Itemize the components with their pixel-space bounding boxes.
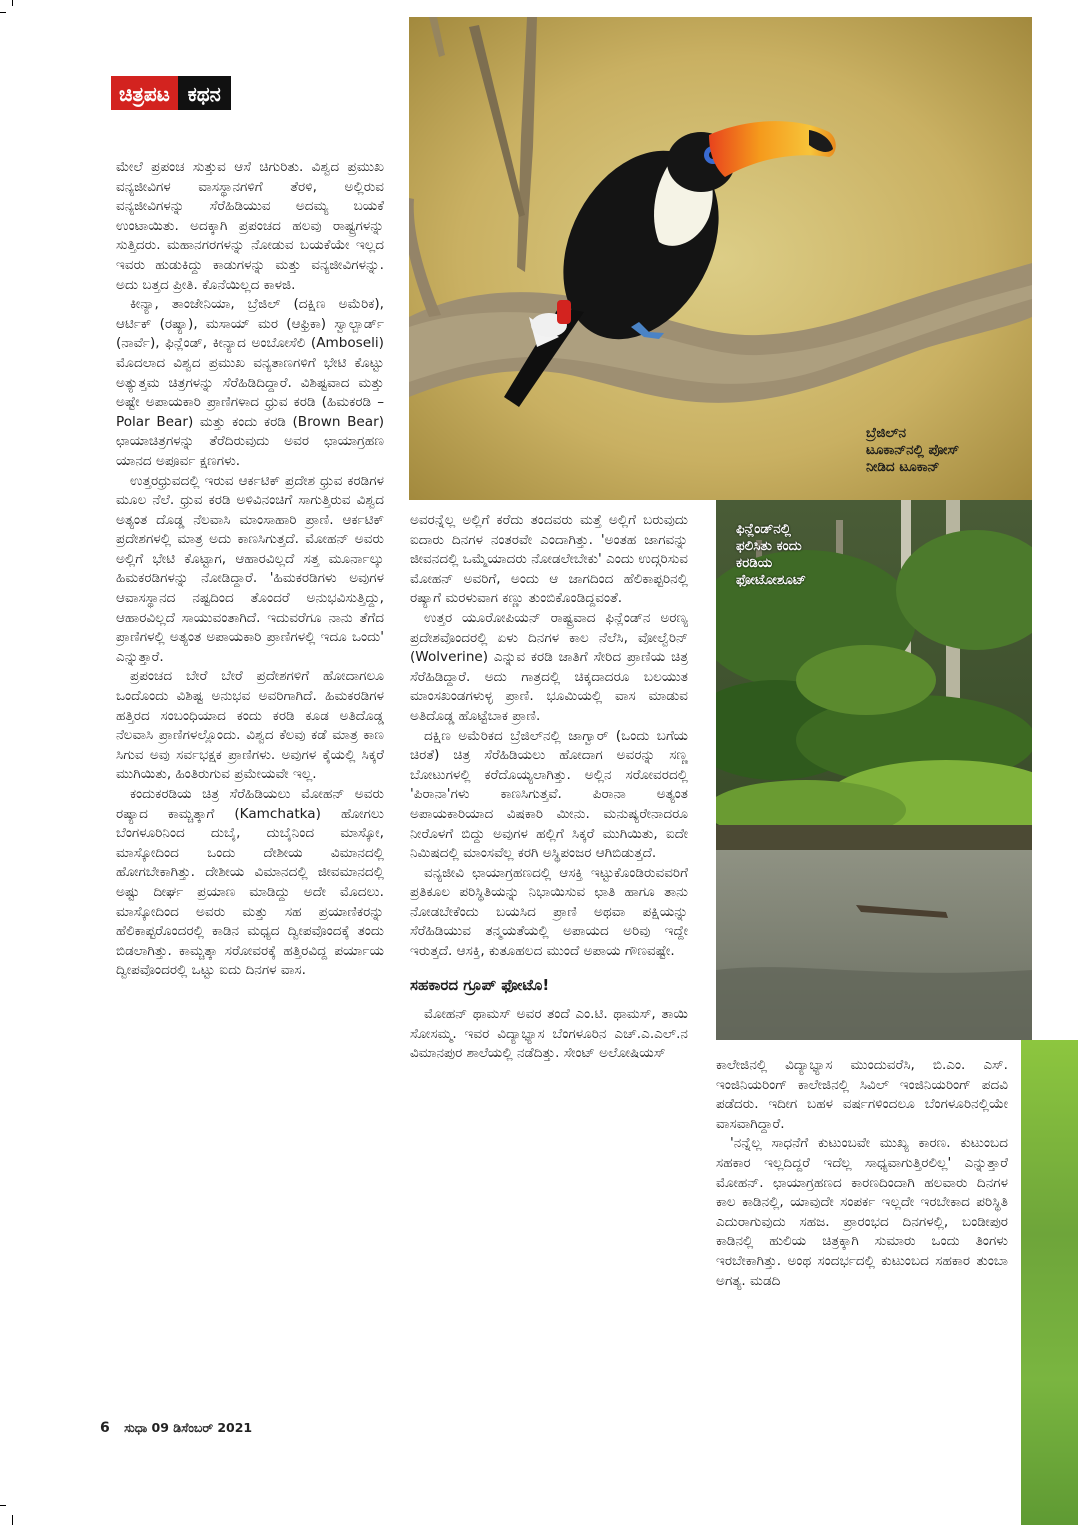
crop-mark bbox=[0, 12, 6, 13]
wolverine-caption bbox=[736, 521, 856, 589]
article-column-3 bbox=[716, 1056, 1008, 1416]
section-tag-red: ಚಿತ್ರಪಟ bbox=[111, 76, 178, 110]
paragraph: ಪ್ರಪಂಚದ ಬೇರೆ ಬೇರೆ ಪ್ರದೇಶಗಳಿಗೆ ಹೋದಾಗಲೂ ಒಂದೊಂದು ವಿಶಿಷ್ಟ ಅನುಭವ ಅವರಿಗಾಗಿದೆ. ಹಿಮಕರಡಿಗಳ ಹತ್ತಿರದ ಸಂಬಂಧಿಯಾದ ಕಂದು ಕರಡಿ ಕೂಡ ಅತಿದೊಡ್ಡ ನೆಲವಾಸಿ ಪ್ರಾಣಿಗಳಲ್ಲೊಂದು. ವಿಶ್ವದ ಕೆಲವು ಕಡೆ ಮಾತ್ರ ಕಾಣ ಸಿಗುವ ಅವು ಸರ್ವಭಕ್ಷಕ ಪ್ರಾಣಿಗಳು. ಅವುಗಳ ಕೈಯಲ್ಲಿ ಸಿಕ್ಕರೆ ಮುಗಿಯಿತು, ಹಿಂತಿರುಗುವ ಪ್ರಮೇಯವೇ ಇಲ್ಲ. bbox=[116, 668, 384, 783]
next-page-photo-edge bbox=[1021, 1040, 1078, 1525]
toucan-caption-line-2: ಟೂಕಾನ್‌ನಲ್ಲಿ ಪೋಸ್ bbox=[866, 442, 960, 458]
page-footer bbox=[100, 1420, 252, 1436]
paragraph: ಉತ್ತರ ಯೂರೋಪಿಯನ್ ರಾಷ್ಟ್ರವಾದ ಫಿನ್ಲೆಂಡ್‌ನ ಅರಣ್ಯ ಪ್ರದೇಶವೊಂದರಲ್ಲಿ ಏಳು ದಿನಗಳ ಕಾಲ ನೆಲೆಸಿ, ವೋಲ್ವೆರಿನ್ (Wolverine) ಎನ್ನುವ ಕರಡಿ ಜಾತಿಗೆ ಸೇರಿದ ಪ್ರಾಣಿಯ ಚಿತ್ರ ಸೆರೆಹಿಡಿದ್ದಾರೆ. ಅದು ಗಾತ್ರದಲ್ಲಿ ಚಿಕ್ಕದಾದರೂ ಬಲಯುತ ಮಾಂಸಖಂಡಗಳುಳ್ಳ ಪ್ರಾಣಿ. ಭೂಮಿಯಲ್ಲಿ ವಾಸ ಮಾಡುವ ಅತಿದೊಡ್ಡ ಹೊಟ್ಟೆಬಾಕ ಪ್ರಾಣಿ. bbox=[410, 609, 688, 724]
article-column-1 bbox=[116, 158, 384, 1420]
paragraph: ಕೀನ್ಯಾ, ತಾಂಜೇನಿಯಾ, ಬ್ರೆಜಿಲ್ (ದಕ್ಷಿಣ ಅಮೆರಿಕ), ಆರ್ಟಿಕ್ (ರಷ್ಯಾ), ಮಸಾಯ್ ಮರ (ಆಫ್ರಿಕಾ) ಸ್ವಾಲ್ಬಾರ್ಡ್ (ನಾರ್ವೆ), ಫಿನ್ಲೆಂಡ್, ಕೀನ್ಯಾದ ಅಂಬೋಸೆಲಿ (Amboseli) ಮೊದಲಾದ ವಿಶ್ವದ ಪ್ರಮುಖ ವನ್ಯತಾಣಗಳಿಗೆ ಭೇಟಿ ಕೊಟ್ಟು ಅತ್ಯುತ್ತಮ ಚಿತ್ರಗಳನ್ನು ಸೆರೆಹಿಡಿದಿದ್ದಾರೆ. ವಿಶಿಷ್ಟವಾದ ಮತ್ತು ಅಷ್ಟೇ ಅಪಾಯಕಾರಿ ಪ್ರಾಣಿಗಳಾದ ಧ್ರುವ ಕರಡಿ (ಹಿಮಕರಡಿ – Polar Bear) ಮತ್ತು ಕಂದು ಕರಡಿ (Brown Bear) ಛಾಯಾಚಿತ್ರಗಳನ್ನು ತೆರೆದಿರುವುದು ಅವರ ಛಾಯಾಗ್ರಹಣ ಯಾನದ ಅಪೂರ್ವ ಕ್ಷಣಗಳು. bbox=[116, 296, 384, 469]
section-tag bbox=[111, 76, 231, 110]
wolverine-caption-line-1: ಫಿನ್ಲೆಂಡ್‌ನಲ್ಲಿ bbox=[736, 521, 791, 537]
crop-mark bbox=[12, 1515, 13, 1525]
crop-mark bbox=[12, 0, 13, 6]
paragraph: ಅವರನ್ನೆಲ್ಲ ಅಲ್ಲಿಗೆ ಕರೆದು ತಂದವರು ಮತ್ತೆ ಅಲ್ಲಿಗೆ ಬರುವುದು ಐದಾರು ದಿನಗಳ ನಂತರವೇ ಎಂದಾಗಿತ್ತು. 'ಅಂತಹ ಜಾಗವನ್ನು ಜೀವನದಲ್ಲಿ ಒಮ್ಮೆಯಾದರು ನೋಡಲೇಬೇಕು' ಎಂದು ಉದ್ಗರಿಸುವ ಮೋಹನ್ ಅವರಿಗೆ, ಅಂದು ಆ ಜಾಗದಿಂದ ಹೆಲಿಕಾಪ್ಟರಿನಲ್ಲಿ ರಷ್ಯಾಗೆ ಮರಳುವಾಗ ಕಣ್ಣು ತುಂಬಿಕೊಂಡಿದ್ದವಂತೆ. bbox=[410, 512, 688, 607]
article-column-2 bbox=[410, 511, 688, 1416]
paragraph: ಉತ್ತರಧ್ರುವದಲ್ಲಿ ಇರುವ ಆರ್ಕಟಿಕ್ ಪ್ರದೇಶ ಧ್ರುವ ಕರಡಿಗಳ ಮೂಲ ನೆಲೆ. ಧ್ರುವ ಕರಡಿ ಅಳಿವಿನಂಚಿಗೆ ಸಾಗುತ್ತಿರುವ ವಿಶ್ವದ ಅತ್ಯಂತ ದೊಡ್ಡ ನೆಲವಾಸಿ ಮಾಂಸಾಹಾರಿ ಪ್ರಾಣಿ. ಆರ್ಕಟಿಕ್ ಪ್ರದೇಶಗಳಲ್ಲಿ ಮಾತ್ರ ಅದು ಕಾಣಸಿಗುತ್ತದೆ. ಮೋಹನ್ ಅವರು ಅಲ್ಲಿಗೆ ಭೇಟಿ ಕೊಟ್ಟಾಗ, ಆಹಾರವಿಲ್ಲದೆ ಸತ್ತ ಮೂರ್ನಾಲ್ಕು ಹಿಮಕರಡಿಗಳನ್ನು ನೋಡಿದ್ದಾರೆ. 'ಹಿಮಕರಡಿಗಳು ಅವುಗಳ ಆವಾಸಸ್ಥಾನದ ನಷ್ಟದಿಂದ ತೊಂದರೆ ಅನುಭವಿಸುತ್ತಿದ್ದು, ಆಹಾರವಿಲ್ಲದೆ ಸಾಯುವಂತಾಗಿದೆ. ಇದುವರೆಗೂ ನಾನು ತೆಗೆದ ಪ್ರಾಣಿಗಳಲ್ಲಿ ಅತ್ಯಂತ ಅಪಾಯಕಾರಿ ಪ್ರಾಣಿಗಳಲ್ಲಿ ಇದೂ ಒಂದು' ಎನ್ನುತ್ತಾರೆ. bbox=[116, 472, 384, 665]
paragraph: ವನ್ಯಜೀವಿ ಛಾಯಾಗ್ರಹಣದಲ್ಲಿ ಆಸಕ್ತಿ ಇಟ್ಟುಕೊಂಡಿರುವವರಿಗೆ ಪ್ರತಿಕೂಲ ಪರಿಸ್ಥಿತಿಯನ್ನು ನಿಭಾಯಿಸುವ ಛಾತಿ ಹಾಗೂ ತಾನು ನೋಡಬೇಕೆಂದು ಬಯಸಿದ ಪ್ರಾಣಿ ಅಥವಾ ಪಕ್ಷಿಯನ್ನು ಸೆರೆಹಿಡಿಯುವ ತನ್ಮಯತೆಯಲ್ಲಿ ಅಪಾಯದ ಅರಿವು ಇದ್ದೇ ಇರುತ್ತದೆ. ಆಸಕ್ತಿ, ಕುತೂಹಲದ ಮುಂದೆ ಅಪಾಯ ಗೌಣವಷ್ಟೇ. bbox=[410, 864, 688, 960]
paragraph: ಕಂದುಕರಡಿಯ ಚಿತ್ರ ಸೆರೆಹಿಡಿಯಲು ಮೋಹನ್ ಅವರು ರಷ್ಯಾದ ಕಾಮ್ಚತ್ಕಾಗೆ (Kamchatka) ಹೋಗಲು ಬೆಂಗಳೂರಿನಿಂದ ದುಬೈ, ದುಬೈನಿಂದ ಮಾಸ್ಕೋ, ಮಾಸ್ಕೋದಿಂದ ಒಂದು ದೇಶೀಯ ವಿಮಾನದಲ್ಲಿ ಹೋಗಬೇಕಾಗಿತ್ತು. ದೇಶೀಯ ವಿಮಾನದಲ್ಲಿ ಜೀವಮಾನದಲ್ಲಿ ಅಷ್ಟು ದೀರ್ಘ ಪ್ರಯಾಣ ಮಾಡಿದ್ದು ಅದೇ ಮೊದಲು. ಮಾಸ್ಕೋದಿಂದ ಅವರು ಮತ್ತು ಸಹ ಪ್ರಯಾಣಿಕರನ್ನು ಹೆಲಿಕಾಪ್ಟರೊಂದರಲ್ಲಿ ಕಾಡಿನ ಮಧ್ಯದ ದ್ವೀಪವೊಂದಕ್ಕೆ ತಂದು ಬಿಡಲಾಗಿತ್ತು. ಕಾಮ್ಚತ್ಕಾ ಸರೋವರಕ್ಕೆ ಹತ್ತಿರವಿದ್ದ ಪರ್ಯಾಯ ದ್ವೀಪವೊಂದರಲ್ಲಿ ಒಟ್ಟು ಐದು ದಿನಗಳ ವಾಸ. bbox=[116, 786, 384, 979]
wolverine-caption-line-3: ಕರಡಿಯ bbox=[736, 555, 773, 571]
toucan-caption bbox=[866, 425, 1026, 476]
subheading: ಸಹಕಾರದ ಗ್ರೂಪ್ ಫೋಟೊ! bbox=[410, 975, 550, 994]
paragraph: ಮೋಹನ್ ಥಾಮಸ್ ಅವರ ತಂದೆ ಎಂ.ಟಿ. ಥಾಮಸ್, ತಾಯಿ ಸೋಸಮ್ಮ. ಇವರ ವಿದ್ಯಾಭ್ಯಾಸ ಬೆಂಗಳೂರಿನ ಎಚ್.ಎ.ಎಲ್.ನ ವಿಮಾನಪುರ ಶಾಲೆಯಲ್ಲಿ ನಡೆದಿತ್ತು. ಸೇಂಟ್ ಅಲೋಷಿಯಸ್ bbox=[410, 1006, 688, 1062]
section-tag-black: ಕಥನ bbox=[178, 76, 231, 110]
toucan-caption-line-3: ನೀಡಿದ ಟೂಕಾನ್ bbox=[866, 459, 940, 475]
paragraph: 'ನನ್ನೆಲ್ಲ ಸಾಧನೆಗೆ ಕುಟುಂಬವೇ ಮುಖ್ಯ ಕಾರಣ. ಕುಟುಂಬದ ಸಹಕಾರ ಇಲ್ಲದಿದ್ದರೆ ಇದೆಲ್ಲ ಸಾಧ್ಯವಾಗುತ್ತಿರಲಿಲ್ಲ' ಎನ್ನುತ್ತಾರೆ ಮೋಹನ್. ಛಾಯಾಗ್ರಹಣದ ಕಾರಣದಿಂದಾಗಿ ಹಲವಾರು ದಿನಗಳ ಕಾಲ ಕಾಡಿನಲ್ಲಿ, ಯಾವುದೇ ಸಂಪರ್ಕ ಇಲ್ಲದೇ ಇರಬೇಕಾದ ಪರಿಸ್ಥಿತಿ ಎದುರಾಗುವುದು ಸಹಜ. ಪ್ರಾರಂಭದ ದಿನಗಳಲ್ಲಿ, ಬಂಡೀಪುರ ಕಾಡಿನಲ್ಲಿ ಹುಲಿಯ ಚಿತ್ರಕ್ಕಾಗಿ ಸುಮಾರು ಒಂದು ತಿಂಗಳು ಇರಬೇಕಾಗಿತ್ತು. ಅಂಥ ಸಂದರ್ಭದಲ್ಲಿ ಕುಟುಂಬದ ಸಹಕಾರ ತುಂಬಾ ಅಗತ್ಯ. ಮಡದಿ bbox=[716, 1135, 1008, 1289]
wolverine-caption-line-4: ಫೋಟೋಶೂಟ್ bbox=[736, 572, 807, 588]
wolverine-caption-line-2: ಫಲಿಸಿತು ಕಂದು bbox=[736, 538, 802, 554]
paragraph: ಕಾಲೇಜಿನಲ್ಲಿ ವಿದ್ಯಾಭ್ಯಾಸ ಮುಂದುವರೆಸಿ, ಬಿ.ಎಂ. ಎಸ್. ಇಂಜಿನಿಯರಿಂಗ್ ಕಾಲೇಜಿನಲ್ಲಿ ಸಿವಿಲ್ ಇಂಜಿನಿಯರಿಂಗ್ ಪದವಿ ಪಡೆದರು. ಇದೀಗ ಬಹಳ ವರ್ಷಗಳಿಂದಲೂ ಬೆಂಗಳೂರಿನಲ್ಲಿಯೇ ವಾಸವಾಗಿದ್ದಾರೆ. bbox=[716, 1057, 1008, 1132]
page-number: 6 bbox=[100, 1420, 110, 1436]
toucan-caption-line-1: ಬ್ರೆಜಿಲ್‌ನ bbox=[866, 425, 907, 441]
publication-date: ಸುಧಾ 09 ಡಿಸೆಂಬರ್ 2021 bbox=[124, 1420, 253, 1435]
paragraph: ದಕ್ಷಿಣ ಅಮೆರಿಕದ ಬ್ರೆಜಿಲ್‌ನಲ್ಲಿ ಜಾಗ್ವಾರ್ (ಒಂದು ಬಗೆಯ ಚಿರತೆ) ಚಿತ್ರ ಸೆರೆಹಿಡಿಯಲು ಹೋದಾಗ ಅವರನ್ನು ಸಣ್ಣ ಬೋಟುಗಳಲ್ಲಿ ಕರೆದೊಯ್ಯಲಾಗಿತ್ತು. ಅಲ್ಲಿನ ಸರೋವರದಲ್ಲಿ 'ಪಿರಾನಾ'ಗಳು ಕಾಣಸಿಗುತ್ತವೆ. ಪಿರಾನಾ ಅತ್ಯಂತ ಅಪಾಯಕಾರಿಯಾದ ವಿಷಕಾರಿ ಮೀನು. ಮನುಷ್ಯರೇನಾದರೂ ನೀರೊಳಗೆ ಬಿದ್ದು ಅವುಗಳ ಹಲ್ಲಿಗೆ ಸಿಕ್ಕರೆ ಮುಗಿಯಿತು, ಐದೇ ನಿಮಿಷದಲ್ಲಿ ಮಾಂಸವೆಲ್ಲ ಕರಗಿ ಅಸ್ಥಿಪಂಜರ ಆಗಿಬಿಡುತ್ತದೆ. bbox=[410, 727, 688, 862]
crop-mark bbox=[0, 1505, 6, 1506]
paragraph: ಮೇಲೆ ಪ್ರಪಂಚ ಸುತ್ತುವ ಆಸೆ ಚಿಗುರಿತು. ವಿಶ್ವದ ಪ್ರಮುಖ ವನ್ಯಜೀವಿಗಳ ವಾಸಸ್ಥಾನಗಳಿಗೆ ತೆರಳಿ, ಅಲ್ಲಿರುವ ವನ್ಯಜೀವಿಗಳನ್ನು ಸೆರೆಹಿಡಿಯುವ ಅದಮ್ಯ ಬಯಕೆ ಉಂಟಾಯಿತು. ಅದಕ್ಕಾಗಿ ಪ್ರಪಂಚದ ಹಲವು ರಾಷ್ಟ್ರಗಳನ್ನು ಸುತ್ತಿದರು. ಮಹಾನಗರಗಳನ್ನು ನೋಡುವ ಬಯಕೆಯೇ ಇಲ್ಲದ ಇವರು ಹುಡುಕಿದ್ದು ಕಾಡುಗಳನ್ನು ಮತ್ತು ವನ್ಯಜೀವಿಗಳನ್ನು. ಅದು ಬತ್ತದ ಪ್ರೀತಿ. ಕೊನೆಯಿಲ್ಲದ ಕಾಳಜಿ. bbox=[116, 159, 384, 293]
